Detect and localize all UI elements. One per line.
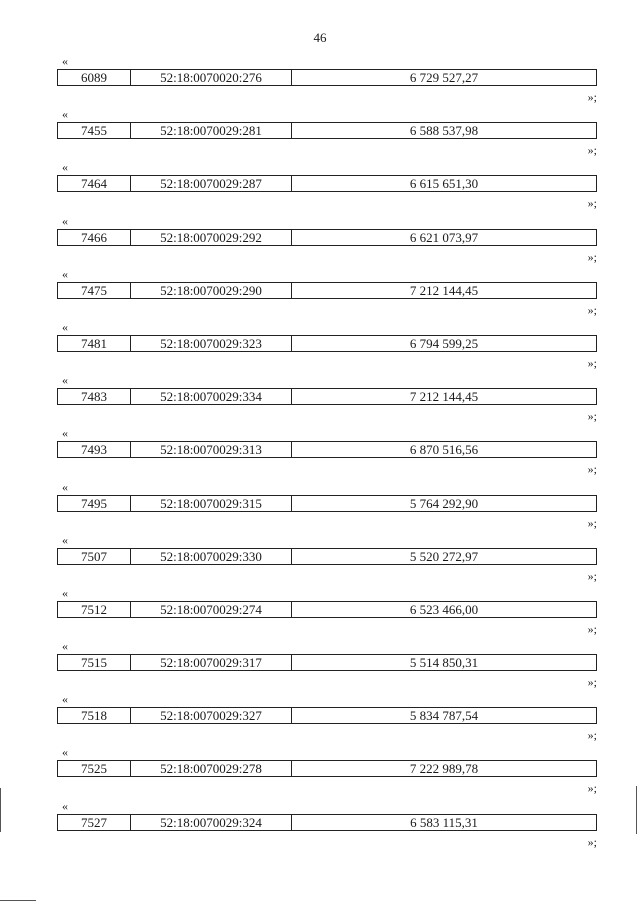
cadastral-value: 5 764 292,90 xyxy=(409,495,479,511)
close-quote: »; xyxy=(587,409,597,424)
scan-margin-mark-right xyxy=(636,786,637,834)
entry xyxy=(0,533,640,586)
close-quote: »; xyxy=(587,355,597,370)
open-quote: « xyxy=(62,798,68,813)
entry xyxy=(0,267,640,320)
cadastral-number: 52:18:0070029:313 xyxy=(131,442,292,457)
cadastral-number: 52:18:0070020:276 xyxy=(131,70,292,85)
table-row xyxy=(57,495,597,512)
cadastral-value: 5 834 787,54 xyxy=(409,708,479,724)
cadastral-value: 6 794 599,25 xyxy=(409,335,479,351)
table-row xyxy=(57,335,597,352)
entry-number: 7527 xyxy=(58,815,131,830)
cadastral-number: 52:18:0070029:315 xyxy=(131,496,292,511)
entry xyxy=(0,107,640,160)
cadastral-number: 52:18:0070029:281 xyxy=(131,123,292,138)
table-row xyxy=(57,707,597,724)
entry-number: 7464 xyxy=(58,176,131,191)
table-row xyxy=(57,69,597,86)
entry-number: 7475 xyxy=(58,283,131,298)
entry-number: 7455 xyxy=(58,123,131,138)
cadastral-number: 52:18:0070029:324 xyxy=(131,815,292,830)
page-number: 46 xyxy=(313,30,327,45)
entry xyxy=(0,586,640,639)
cadastral-value: 6 588 537,98 xyxy=(409,123,479,139)
entry-number: 6089 xyxy=(58,70,131,85)
close-quote: »; xyxy=(587,302,597,317)
entry xyxy=(0,214,640,267)
table-row xyxy=(57,122,597,139)
close-quote: »; xyxy=(587,196,597,211)
cadastral-number: 52:18:0070029:330 xyxy=(131,549,292,564)
entry-number: 7518 xyxy=(58,708,131,723)
cadastral-number: 52:18:0070029:317 xyxy=(131,655,292,670)
close-quote: »; xyxy=(587,249,597,264)
cadastral-value: 6 870 516,56 xyxy=(409,442,479,458)
cadastral-number: 52:18:0070029:290 xyxy=(131,283,292,298)
entry xyxy=(0,480,640,533)
cadastral-value: 6 615 651,30 xyxy=(409,176,479,192)
close-quote: »; xyxy=(587,568,597,583)
open-quote: « xyxy=(62,585,68,600)
open-quote: « xyxy=(62,745,68,760)
cadastral-value: 5 514 850,31 xyxy=(409,655,479,671)
entry xyxy=(0,799,640,852)
close-quote: »; xyxy=(587,143,597,158)
entry xyxy=(0,160,640,213)
entry xyxy=(0,692,640,745)
open-quote: « xyxy=(62,479,68,494)
table-row xyxy=(57,601,597,618)
table-row xyxy=(57,175,597,192)
cadastral-number: 52:18:0070029:287 xyxy=(131,176,292,191)
cadastral-value: 6 621 073,97 xyxy=(409,229,479,245)
table-row xyxy=(57,388,597,405)
entry-number: 7507 xyxy=(58,549,131,564)
table-row xyxy=(57,548,597,565)
entries-list xyxy=(0,54,640,852)
cadastral-value: 6 523 466,00 xyxy=(409,601,479,617)
cadastral-value: 7 212 144,45 xyxy=(409,389,479,405)
cadastral-number: 52:18:0070029:327 xyxy=(131,708,292,723)
scan-margin-mark-left xyxy=(0,788,1,832)
entry xyxy=(0,639,640,692)
cadastral-number: 52:18:0070029:323 xyxy=(131,336,292,351)
open-quote: « xyxy=(62,426,68,441)
open-quote: « xyxy=(62,266,68,281)
entry-number: 7481 xyxy=(58,336,131,351)
cadastral-value: 7 212 144,45 xyxy=(409,282,479,298)
close-quote: »; xyxy=(587,515,597,530)
close-quote: »; xyxy=(587,90,597,104)
table-row xyxy=(57,654,597,671)
open-quote: « xyxy=(62,373,68,388)
entry xyxy=(0,54,640,107)
cadastral-value: 7 222 989,78 xyxy=(409,761,479,777)
entry xyxy=(0,745,640,798)
cadastral-value: 6 729 527,27 xyxy=(409,70,479,85)
close-quote: »; xyxy=(587,834,597,849)
entry xyxy=(0,373,640,426)
cadastral-number: 52:18:0070029:334 xyxy=(131,389,292,404)
open-quote: « xyxy=(62,213,68,228)
entry xyxy=(0,320,640,373)
entry xyxy=(0,426,640,479)
table-row xyxy=(57,441,597,458)
close-quote: »; xyxy=(587,462,597,477)
open-quote: « xyxy=(62,160,68,175)
open-quote: « xyxy=(62,319,68,334)
open-quote: « xyxy=(62,692,68,707)
close-quote: »; xyxy=(587,728,597,743)
open-quote: « xyxy=(62,532,68,547)
open-quote: « xyxy=(62,54,68,68)
cadastral-value: 6 583 115,31 xyxy=(410,814,478,830)
entry-number: 7493 xyxy=(58,442,131,457)
table-row xyxy=(57,760,597,777)
cadastral-value: 5 520 272,97 xyxy=(409,548,479,564)
table-row xyxy=(57,282,597,299)
close-quote: »; xyxy=(587,675,597,690)
entry-number: 7495 xyxy=(58,496,131,511)
cadastral-number: 52:18:0070029:278 xyxy=(131,761,292,776)
open-quote: « xyxy=(62,639,68,654)
open-quote: « xyxy=(62,107,68,122)
scan-bottom-mark xyxy=(0,900,36,901)
close-quote: »; xyxy=(587,781,597,796)
entry-number: 7466 xyxy=(58,230,131,245)
entry-number: 7525 xyxy=(58,761,131,776)
table-row xyxy=(57,814,597,831)
table-row xyxy=(57,229,597,246)
entry-number: 7483 xyxy=(58,389,131,404)
entry-number: 7515 xyxy=(58,655,131,670)
cadastral-number: 52:18:0070029:292 xyxy=(131,230,292,245)
cadastral-number: 52:18:0070029:274 xyxy=(131,602,292,617)
close-quote: »; xyxy=(587,621,597,636)
entry-number: 7512 xyxy=(58,602,131,617)
